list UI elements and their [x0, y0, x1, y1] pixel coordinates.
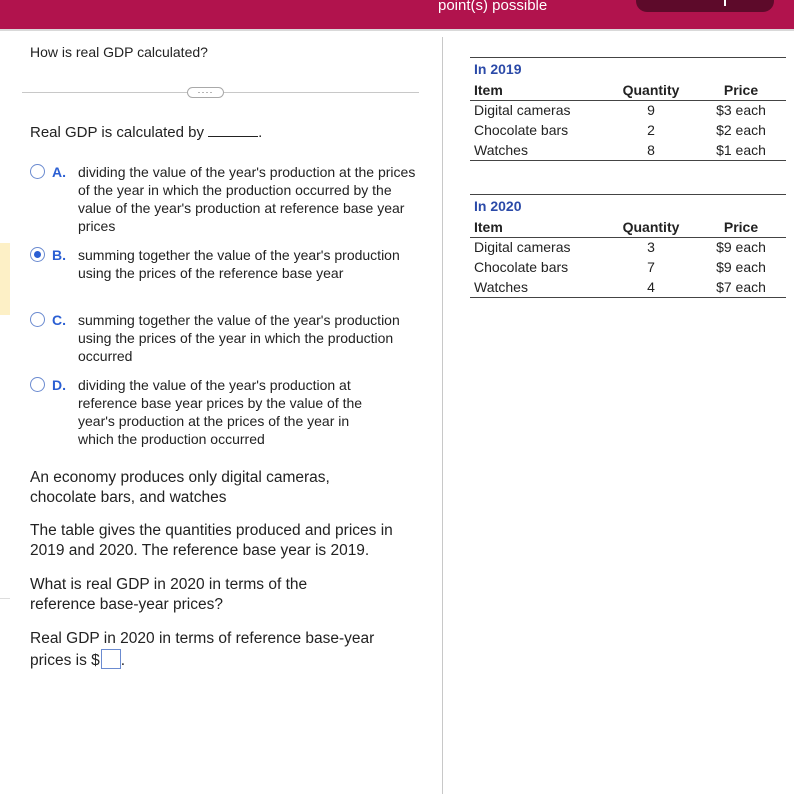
answer-input[interactable] — [101, 649, 121, 669]
top-bar-button[interactable] — [636, 0, 774, 12]
option-d-letter: D. — [52, 377, 66, 393]
table-description: The table gives the quantities produced and prices in 2019 and 2020. The reference base year is 2019. — [30, 522, 393, 559]
economy-description: An economy produces only digital cameras, chocolate bars, and watches — [30, 469, 330, 506]
table-cell: 4 — [606, 277, 696, 297]
option-c-text: summing together the value of the year's production using the prices of the year in which the production occurred — [78, 312, 400, 364]
top-bar — [0, 0, 794, 31]
answer-suffix: . — [120, 652, 126, 669]
question-title: How is real GDP calculated? — [30, 44, 208, 60]
table-cell: 2 — [647, 122, 655, 138]
option-d-text: dividing the value of the year's production at reference base year prices by the value of the year's production at the prices of the year in which the production occurred — [78, 377, 363, 447]
answer-line — [30, 629, 390, 671]
table-2020-header-quantity: Quantity — [606, 217, 696, 237]
stem-period: . — [258, 124, 263, 141]
table-2020-year: In 2020 — [474, 198, 522, 214]
option-b-radio[interactable] — [30, 247, 45, 262]
option-a-letter: A. — [52, 164, 66, 180]
answer-prefix: Real GDP in 2020 in terms of reference base-year prices is $ — [30, 630, 375, 669]
stem-blank — [208, 125, 258, 137]
table-row — [470, 237, 786, 257]
table-cell: Chocolate bars — [474, 122, 569, 138]
table-cell: 9 — [647, 102, 655, 119]
table-row — [470, 120, 786, 140]
table-cell: Digital cameras — [474, 239, 571, 256]
table-cell: Chocolate bars — [474, 259, 569, 275]
table-cell: $1 each — [696, 140, 786, 160]
table-2020 — [470, 195, 786, 298]
option-c-radio[interactable] — [30, 312, 45, 327]
table-cell: Watches — [470, 277, 606, 297]
option-c-letter: C. — [52, 312, 66, 328]
panel-divider — [442, 37, 443, 794]
table-2019-header-item: Item — [470, 80, 606, 100]
top-bar-button-icon — [724, 0, 726, 6]
table-2019 — [470, 58, 786, 161]
selected-question-marker — [0, 243, 10, 315]
expand-more-button[interactable]: ···· — [187, 87, 224, 98]
table-cell: Watches — [470, 140, 606, 160]
table-row — [470, 100, 786, 120]
table-2019-header-price: Price — [696, 80, 786, 100]
table-2019-header-quantity: Quantity — [606, 80, 696, 100]
left-edge-divider — [0, 598, 10, 599]
table-cell: Digital cameras — [474, 102, 571, 119]
question-stem — [30, 124, 262, 141]
option-b-text: summing together the value of the year's production using the prices of the reference base year — [78, 247, 400, 281]
table-cell: $3 each — [716, 102, 766, 119]
table-cell: $7 each — [696, 277, 786, 297]
table-cell: 8 — [606, 140, 696, 160]
table-row — [470, 140, 786, 160]
table-cell: $9 each — [716, 259, 766, 275]
table-cell: $2 each — [716, 122, 766, 138]
stem-text: Real GDP is calculated by — [30, 124, 204, 141]
table-2019-year: In 2019 — [474, 61, 522, 77]
option-a-text: dividing the value of the year's production at the prices of the year in which the production occurred by the value of the year's production at reference base year prices — [78, 164, 416, 234]
option-d-radio[interactable] — [30, 377, 45, 392]
table-cell: 3 — [647, 239, 655, 256]
real-gdp-question: What is real GDP in 2020 in terms of the reference base-year prices? — [30, 576, 308, 613]
option-b-letter: B. — [52, 247, 66, 263]
table-row — [470, 257, 786, 277]
table-cell: $9 each — [716, 239, 766, 256]
option-a-radio[interactable] — [30, 164, 45, 179]
table-row — [470, 277, 786, 297]
table-2020-header-price: Price — [696, 217, 786, 237]
table-2020-header-item: Item — [470, 217, 606, 237]
table-cell: 7 — [647, 259, 655, 275]
points-possible-label: point(s) possible — [438, 0, 548, 14]
